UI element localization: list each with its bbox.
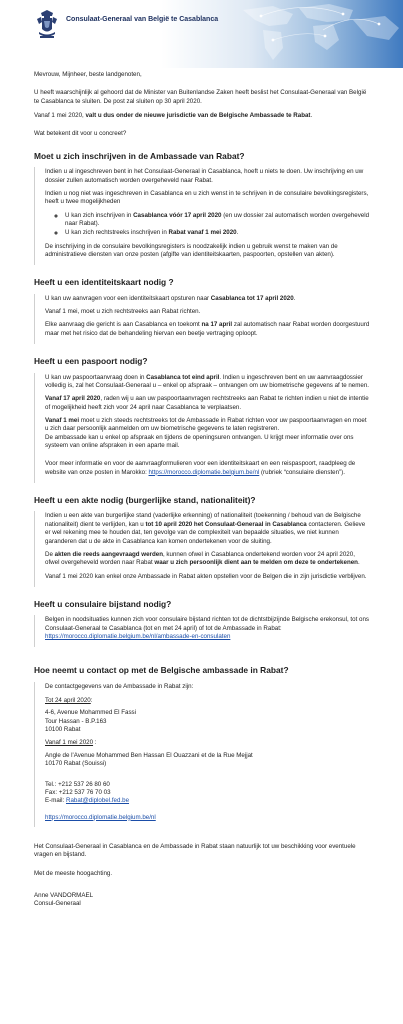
closing-paragraph: Het Consulaat-Generaal in Casablanca en de Ambassade in Rabat staan natuurlijk tot uw beschikking voor eventuele vragen en bijstand.	[34, 843, 356, 859]
morocco-website-link[interactable]: https://morocco.diplomatie.belgium.be/nl	[148, 468, 260, 476]
registration-options-intro: Indien u nog niet was ingeschreven in Casablanca en u zich wenst in te schrijven in de consulaire bevolkingsregisters, heeft u twee mogelijkheden	[45, 189, 369, 206]
registration-section	[34, 167, 371, 265]
certificate-paragraph: Indien u een akte van burgerlijke stand (vaderlijke erkenning) of nationaliteit (toekenning / behoud van de Belgische nationaliteit) dient te verlijden, kan u tot 10 april 2020 het Consulaat-Generaal in Casablanca contacteren. Gelieve er wel rekening mee te houden dat, ten gevolge van de complexiteit van bepaalde situaties, we niet kunnen garanderen dat u de akte in Casablanca kan komen ondertekenen voor de sluiting.	[45, 512, 366, 545]
certificate-paragraph: Vanaf 1 mei 2020 kan enkel onze Ambassade in Rabat akten opstellen voor de Belgen die in zijn jurisdictie verblijven.	[45, 572, 367, 580]
jurisdiction-paragraph: Vanaf 1 mei 2020, valt u dus onder de nieuwe jurisdictie van de Belgische Ambassade te Rabat.	[34, 112, 313, 120]
signature-block	[34, 892, 371, 909]
passport-paragraph: Vanaf 17 april 2020, raden wij u aan uw paspoortaanvragen rechtstreeks aan Rabat te richten indien u niet de intentie of mogelijkheid heeft zich voor 24 april naar Casablanca te verplaatsen.	[45, 395, 369, 411]
passport-more-info: Voor meer informatie en voor de aanvraagformulieren voor een identiteitskaart en een reispaspoort, raadpleeg de website van onze posten in Marokko: https://morocco.diplomatie.belgium.be/nl (rubriek “consulaire diensten”).	[45, 460, 356, 476]
current-address: 4-6, Avenue Mohammed El Fassi Tour Hassan - B.P.163 10100 Rabat	[45, 709, 137, 734]
closing-section	[34, 843, 371, 909]
section-heading-assistance: Heeft u consulaire bijstand nodig?	[34, 598, 172, 609]
registration-options-list	[45, 212, 371, 238]
id-card-paragraph: U kan uw aanvragen voor een identiteitskaart opsturen naar Casablanca tot 17 april 2020.	[45, 294, 296, 302]
id-card-section	[34, 294, 371, 344]
greeting: Mevrouw, Mijnheer, beste landgenoten,	[34, 71, 142, 78]
closing-salutation: Met de meeste hoogachting.	[34, 869, 113, 877]
letter-body	[6, 68, 397, 909]
website-line	[45, 814, 371, 822]
id-card-paragraph: Vanaf 1 mei, moet u zich rechtstreeks aan Rabat richten.	[45, 308, 201, 316]
contact-intro: De contactgegevens van de Ambassade in Rabat zijn:	[45, 682, 194, 690]
fax-number: Fax: +212 537 76 70 03	[45, 788, 111, 796]
registration-note: De inschrijving in de consulaire bevolkingsregisters is noodzakelijk indien u gebruik wenst te maken van de administratieve diensten van onze posten (afgifte van identiteitskaarten, paspoorten, opstellen van akten).	[45, 242, 338, 259]
certificate-section	[34, 511, 371, 587]
consulate-title: Consulaat-Generaal van België te Casablanca	[66, 16, 219, 23]
embassy-consulates-link[interactable]: https://morocco.diplomatie.belgium.be/nl/ambassade-en-consulaten	[45, 633, 231, 641]
assistance-paragraph: Belgen in noodsituaties kunnen zich voor consulaire bijstand richten tot de dichtstbijzijnde Belgische erekonsul, tot ons Consulaat-Generaal te Casablanca (tot en met 24 april) of tot de Ambassade in Rabat: https://morocco.diplomatie.belgium.be/nl/ambassade-en-consulaten	[45, 616, 370, 641]
passport-paragraph: U kan uw paspoortaanvraag doen in Casablanca tot eind april. Indien u ingeschreven bent en uw aanvraagdossier volledig is, zal het Consulaat-Generaal u – enkel op afspraak – ontvangen om uw biometrische gegevens af te nemen.	[45, 373, 370, 389]
jurisdiction-highlight: valt u dus onder de nieuwe jurisdictie van de Belgische Ambassade te Rabat	[85, 112, 311, 120]
list-item: ◦ U kan zich inschrijven in Casablanca vóór 17 april 2020 (en uw dossier zal automatisch worden overgeheveld naar Rabat).	[65, 212, 371, 229]
belgian-coat-of-arms-icon	[34, 10, 60, 40]
email-link[interactable]: Rabat@diplobel.fed.be	[65, 797, 130, 805]
registration-paragraph: Indien u al ingeschreven bent in het Consulaat-Generaal in Casablanca, hoeft u niets te doen. Uw inschrijving en uw dossier zullen automatisch worden overgeheveld naar Rabat.	[45, 168, 364, 184]
id-card-paragraph: Elke aanvraag die gericht is aan Casablanca en toekomt na 17 april zal automatisch naar Rabat worden doorgestuurd maar met het risico dat de behandeling hiervan een beetje vertraging oploopt.	[45, 321, 370, 337]
header-banner	[0, 0, 403, 68]
signatory-name: Anne VANDORMAEL	[34, 892, 94, 900]
section-heading-passport: Heeft u een paspoort nodig?	[34, 356, 148, 367]
new-address: Angle de l'Avenue Mohammed Ben Hassan El Ouazzani et de la Rue Mejjat 10170 Rabat (Souissi)	[45, 751, 253, 768]
contact-section	[34, 682, 371, 827]
list-item: ◦ U kan zich rechtstreeks inschrijven in Rabat vanaf 1 mei 2020.	[65, 229, 371, 237]
section-heading-id-card: Heeft u een identiteitskaart nodig ?	[34, 277, 174, 288]
phone-number: Tel.: +212 537 26 80 60	[45, 780, 110, 788]
intro-question: Wat betekent dit voor u concreet?	[34, 130, 127, 138]
assistance-section	[34, 615, 371, 647]
signatory-role: Consul-Generaal	[34, 900, 81, 908]
embassy-website-link[interactable]: https://morocco.diplomatie.belgium.be/nl	[45, 813, 156, 821]
passport-paragraph: Vanaf 1 mei moet u zich steeds rechtstreeks tot de Ambassade in Rabat richten voor uw paspoortaanvragen en moet u zich daar persoonlijk aanmelden om uw biometrische gegevens te laten registreren. De ambassade kan u enkel op afspraak en tijdens de openingsuren ontvangen. U krijgt meer informatie over ons systeem van online afspraken in een aparte mail.	[45, 416, 367, 450]
certificate-paragraph: De akten die reeds aangevraagd werden, kunnen ofwel in Casablanca ondertekend worden voor 24 april 2020, ofwel overgeheveld worden naar Rabat waar u zich persoonlijk dient aan te melden om deze te ondertekenen.	[45, 550, 360, 567]
from-date-label: Vanaf 1 mei 2020 :	[45, 738, 97, 746]
passport-section	[34, 373, 371, 484]
section-heading-contact: Hoe neemt u contact op met de Belgische ambassade in Rabat?	[34, 665, 289, 676]
intro-paragraph: U heeft waarschijnlijk al gehoord dat de Minister van Buitenlandse Zaken heeft beslist het Consulaat-Generaal van België te Casablanca te sluiten. De post zal sluiten op 30 april 2020.	[34, 89, 367, 105]
contact-details: Tel.: +212 537 26 80 60 Fax: +212 537 76 70 03 E-mail: Rabat@diplobel.fed.be	[45, 780, 130, 805]
world-map-graphic	[203, 0, 403, 68]
section-heading-certificate: Heeft u een akte nodig (burgerlijke stand, nationaliteit)?	[34, 495, 256, 506]
until-date-label: Tot 24 april 2020:	[45, 697, 93, 705]
intro-section	[34, 68, 371, 139]
section-heading-registration: Moet u zich inschrijven in de Ambassade van Rabat?	[34, 150, 245, 161]
